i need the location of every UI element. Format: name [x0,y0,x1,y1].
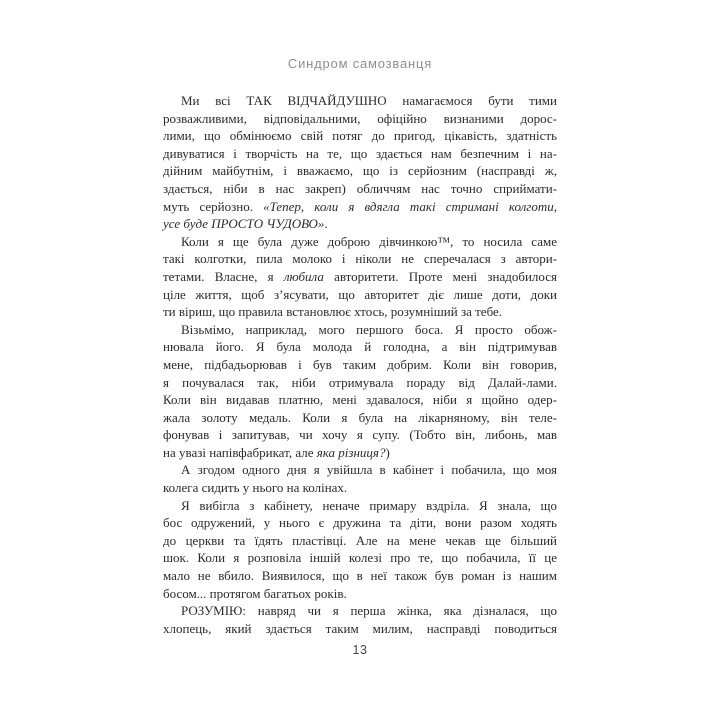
text-run: Я вибігла з кабінету, неначе примару вздріла. Я знала, що [181,497,557,513]
text-line [163,585,557,603]
text-run: нювала його. Я була молода й голодна, а він підтримував [163,339,557,355]
paragraph [163,497,557,603]
text-run: фонував і запитував, чи хочу я супу. (Тобто він, либонь, мав [163,427,557,443]
text-run: бос одружений, у нього є дружина та діти, вони разом ходять [163,515,557,531]
paragraph [163,233,557,321]
text-line [163,461,557,479]
text-line [163,602,557,620]
text-run: мало не вбило. Виявилося, що в неї також був роман із нашим [163,568,557,584]
text-run: колега сидить у нього на колінах. [163,480,348,496]
text-line [163,532,557,550]
text-line [163,303,557,321]
text-line [163,233,557,251]
text-run: дійним майбутнім, і вважаємо, що із серйозним (насправді ж, [163,163,557,179]
text-line [163,180,557,198]
paragraph [163,321,557,462]
text-line [163,215,557,233]
page-number: 13 [352,643,368,657]
text-line [163,250,557,268]
text-line [163,514,557,532]
text-run: тетами. Власне, я [163,268,284,284]
text-run: Візьмімо, наприклад, мого першого боса. Я просто обож- [181,321,557,337]
italic-text-run: яка різниця? [316,444,386,460]
text-run: босом... протягом багатьох років. [163,585,347,601]
text-run: хлопець, який здається таким милим, насправді поводиться [163,620,557,636]
text-line [163,497,557,515]
italic-text-run: усе буде ПРОСТО ЧУДОВО» [163,216,325,232]
text-run: Коли я ще була дуже доброю дівчинкою™, то носила саме [181,233,557,249]
text-run: муть серйозно. [163,198,264,214]
text-run: такі колготки, пила молоко і ніколи не сперечалася з автори- [163,251,557,267]
text-line [163,110,557,128]
text-line [163,444,557,462]
body-text [163,92,557,637]
text-run: до церкви та їдять пластівці. Але на мене чекав ще більший [163,532,557,548]
italic-text-run: любила [283,268,324,284]
text-run: мене, підбадьорював і був таким добрим. Коли він говорив, [163,356,557,372]
text-run: . [324,216,328,232]
text-line [163,409,557,427]
text-line [163,127,557,145]
text-line [163,356,557,374]
paragraph [163,602,557,637]
text-line [163,374,557,392]
text-run: А згодом одного дня я увійшла в кабінет і побачила, що моя [181,462,557,478]
text-run: я почувалася так, ніби отримувала пораду від Далай-лами. [163,374,557,390]
text-run: шок. Коли я розповіла іншій колезі про те, що побачила, її це [163,550,557,566]
text-line [163,92,557,110]
text-run: Коли він видавав платню, мені здавалося, ніби я щойно одер- [163,392,557,408]
paragraph [163,92,557,233]
text-run: дивуватися і творчість на те, що здається нам безпечним і на- [163,145,557,161]
text-line [163,286,557,304]
text-line [163,338,557,356]
text-run: ти віриш, що правила встановлює хтось, розумніший за тебе. [163,304,503,320]
text-run: розважливими, відповідальними, офіційно визнаними дорос- [163,110,557,126]
text-run: жала золоту медаль. Коли я була на лікарняному, він теле- [163,409,557,425]
text-line [163,426,557,444]
text-line [163,549,557,567]
paragraph [163,461,557,496]
text-run: авторитети. Проте мені знадобилося [323,268,557,284]
text-run: на увазі напівфабрикат, але [163,444,317,460]
text-line [163,391,557,409]
text-run: здається, ніби в нас закреп) обличчям нас точно сприймати- [163,180,557,196]
text-run: Ми всі ТАК ВІДЧАЙДУШНО намагаємося бути тими [181,93,557,108]
text-run: ) [385,444,390,460]
running-header: Синдром самозванця [287,56,433,71]
text-line [163,567,557,585]
text-line [163,198,557,216]
text-line [163,321,557,339]
text-line [163,268,557,286]
text-line [163,162,557,180]
text-run: ціле життя, щоб з’ясувати, що авторитет діє лише доти, доки [163,286,557,302]
text-run: лими, що обмінюємо свій потяг до пригод, цікавість, здатність [163,128,557,144]
italic-text-run: «Тепер, коли я вдягла такі стримані колготи, [263,198,557,214]
text-line [163,620,557,638]
text-run: РОЗУМІЮ: навряд чи я перша жінка, яка дізналася, що [181,603,557,619]
text-line [163,479,557,497]
text-line [163,145,557,163]
